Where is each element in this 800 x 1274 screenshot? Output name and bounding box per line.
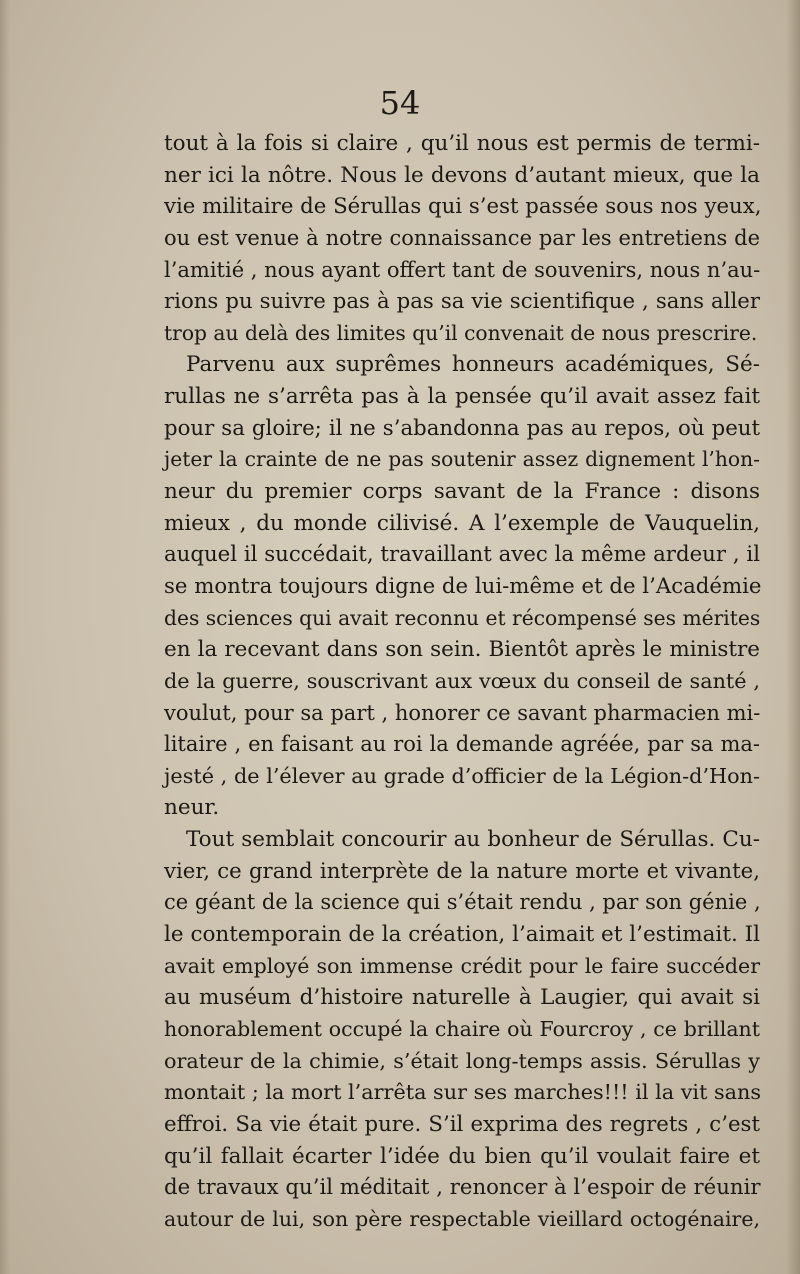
text-line: neur du premier corps savant de la France : disons	[164, 479, 760, 505]
text-line: orateur de la chimie, s’était long-temps assis. Sérullas y	[164, 1048, 760, 1073]
text-line: auquel il succédait, travaillant avec la même ardeur , il	[164, 542, 760, 568]
text-line: effroi. Sa vie était pure. S’il exprima des regrets , c’est	[164, 1111, 760, 1137]
text-line: Tout semblait concourir au bonheur de Sérullas. Cu-	[186, 827, 760, 853]
text-line: le contemporain de la création, l’aimait et l’estimait. Il	[164, 922, 760, 948]
text-line: neur.	[164, 795, 220, 821]
text-line: Parvenu aux suprêmes honneurs académiques, Sé-	[186, 352, 760, 378]
text-line: ce géant de la science qui s’était rendu , par son génie ,	[164, 890, 761, 915]
text-line: mieux , du monde cilivisé. A l’exemple de Vauquelin,	[164, 510, 760, 536]
text-line: montait ; la mort l’arrêta sur ses marches!!! il la vit sans	[164, 1080, 762, 1105]
text-line: rullas ne s’arrêta pas à la pensée qu’il avait assez fait	[164, 384, 760, 410]
text-line: des sciences qui avait reconnu et récompensé ses mérites	[164, 605, 761, 630]
page-left-edge-shadow	[0, 0, 10, 1274]
text-line: l’amitié , nous ayant offert tant de souvenirs, nous n’au-	[164, 257, 761, 282]
body-text	[164, 128, 760, 1235]
text-line: avait employé son immense crédit pour le faire succéder	[164, 953, 760, 978]
text-line: pour sa gloire; il ne s’abandonna pas au repos, où peut	[164, 415, 760, 441]
text-line: se montra toujours digne de lui-même et de l’Académie	[164, 573, 762, 599]
text-line: de travaux qu’il méditait , renoncer à l’espoir de réunir	[164, 1175, 761, 1201]
text-line: jeter la crainte de ne pas soutenir assez dignement l’hon-	[164, 447, 760, 472]
text-line: en la recevant dans son sein. Bientôt après le ministre	[164, 637, 760, 663]
text-line: de la guerre, souscrivant aux vœux du conseil de santé ,	[164, 668, 760, 693]
text-line: trop au delà des limites qu’il convenait de nous prescrire.	[164, 320, 758, 345]
text-line: qu’il fallait écarter l’idée du bien qu’il voulait faire et	[164, 1143, 760, 1169]
text-line: voulut, pour sa part , honorer ce savant pharmacien mi-	[164, 700, 761, 725]
page-number: 54	[379, 84, 421, 122]
text-line: vier, ce grand interprète de la nature morte et vivante,	[164, 858, 760, 884]
text-line: vie militaire de Sérullas qui s’est passée sous nos yeux,	[164, 194, 762, 220]
text-line: ou est venue à notre connaissance par les entretiens de	[164, 225, 760, 250]
text-line: rions pu suivre pas à pas sa vie scientifique , sans aller	[164, 289, 760, 315]
text-line: autour de lui, son père respectable vieillard octogénaire,	[164, 1206, 760, 1231]
text-line: ner ici la nôtre. Nous le devons d’autant mieux, que la	[164, 162, 760, 188]
text-line: litaire , en faisant au roi la demande agréée, par sa ma-	[164, 732, 760, 757]
text-line: au muséum d’histoire naturelle à Laugier, qui avait si	[164, 985, 760, 1011]
text-line: jesté , de l’élever au grade d’officier de la Légion-d’Hon-	[164, 763, 760, 788]
page-right-edge-shadow	[786, 0, 800, 1274]
text-line: tout à la fois si claire , qu’il nous est permis de termi-	[164, 131, 760, 156]
text-line: honorablement occupé la chaire où Fourcroy , ce brillant	[164, 1016, 760, 1041]
